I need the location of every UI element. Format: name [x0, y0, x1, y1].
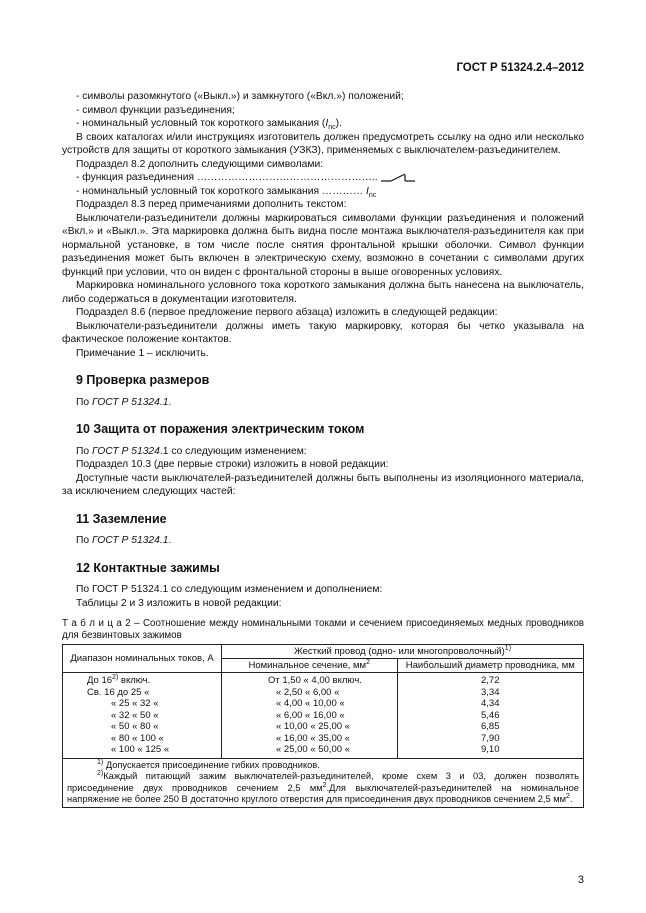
- diameter-cell: 5,46: [481, 709, 500, 721]
- column-ranges: [63, 673, 222, 759]
- list-line-current: - номинальный условный ток короткого замыкания $(I_{nc})$.: [76, 118, 342, 132]
- table-header-group: Жесткий провод (одно- или многопроволочный)$^{1)}$: [222, 645, 584, 659]
- table-header-range: Диапазон номинальных токов, А: [63, 645, 222, 673]
- paragraph-marking: Выключатели-разъединители должны маркироваться символами функции разъединения и положений «Вкл.» и «Выкл.». Эта маркировка должна быть видна после монтажа выключателя-разъединителя как при нормальной установке, в том числе после снятия фронтальной крышки оболочки. Символ функции разъединения может быть включен в электрическую схему, возможно в сочетании с символами других функций при условии, что он виден с фронтальной стороны в выше оговоренных условиях.: [62, 212, 584, 278]
- symbol-line-isolation: - функция разъединения ……………………………………………..: [62, 171, 584, 185]
- range-cell: Св. 16 до 25 «: [87, 686, 150, 698]
- page-number: 3: [577, 874, 584, 886]
- section-cell: От 1,50 « 4,00 включ.: [268, 675, 362, 686]
- section-cell: « 25,00 « 50,00 «: [276, 744, 350, 755]
- table-note-2: $^{2)}$Каждый питающий зажим выключателей-разъединителей, кроме схем 3 и 03, должен позволять присоединение двух проводников сечением 2,5 $мм^2.Для$ выключателей-разъединителей на номинальное напряжение не более 250 В достаточно круглого отверстия для присоединения двух проводников сечением 2,5 $мм^2$.: [67, 769, 579, 804]
- section-cell: « 6,00 « 16,00 «: [276, 709, 345, 721]
- range-cell: « 50 « 80 «: [111, 721, 159, 732]
- section-11-text: По ГОСТ Р 51324.1.: [76, 535, 172, 546]
- range-cell: « 80 « 100 «: [111, 732, 164, 744]
- section-cell: « 16,00 « 35,00 «: [276, 732, 350, 744]
- symbol-line-current: - номинальный условный ток короткого замыкания ………… $I_{nc}$: [76, 185, 377, 199]
- paragraph-note: Примечание 1 – исключить.: [76, 347, 209, 359]
- column-sections: [222, 673, 398, 759]
- section-10-text-2: Подраздел 10.3 (две первые строки) изложить в новой редакции:: [76, 459, 389, 470]
- paragraph-current-marking: Маркировка номинального условного тока короткого замыкания должна быть нанесена на выключатель, либо содержаться в документации изготовителя.: [62, 280, 584, 305]
- section-10-text-3: Доступные части выключателей-разъединителей должны быть выполнены из изоляционного материала, за исключением следующих частей:: [62, 472, 584, 497]
- list-line-isolation: - символ функции разъединения;: [76, 104, 235, 116]
- section-10-text-1: По ГОСТ Р 51324.1 со следующим изменением:: [76, 445, 307, 457]
- section-cell: « 10,00 « 25,00 «: [276, 721, 350, 732]
- paragraph-8-6: Подраздел 8.6 (первое предложение первого абзаца) изложить в следующей редакции:: [76, 307, 498, 318]
- diameter-cell: 9,10: [481, 744, 500, 755]
- range-cell: До 16$^{2)}$ включ.: [87, 673, 151, 686]
- diameter-cell: 6,85: [481, 721, 500, 732]
- table-note-1: $^{1)}$ Допускается присоединение гибких проводников.: [97, 758, 320, 770]
- diameter-cell: 2,72: [481, 675, 500, 686]
- isolation-switch-symbol: [381, 172, 415, 182]
- section-cell: « 2,50 « 6,00 «: [276, 686, 340, 698]
- diameter-cell: 3,34: [481, 686, 500, 698]
- paragraph-contacts: Выключатели-разъединители должны иметь такую маркировку, которая бы четко указывала на фактическое положение контактов.: [62, 320, 584, 345]
- section-cell: « 4,00 « 10,00 «: [276, 698, 345, 709]
- paragraph-8-3: Подраздел 8.3 перед примечаниями дополнить текстом:: [76, 199, 347, 210]
- table-notes: [63, 758, 584, 807]
- heading-section-12: 12 Контактные зажимы: [76, 560, 220, 575]
- table-caption: Т а б л и ц а 2 – Соотношение между номинальными токами и сечением присоединяемых медных проводников для безвинтовых зажимов: [62, 618, 584, 641]
- range-cell: « 32 « 50 «: [111, 709, 159, 721]
- range-cell: « 25 « 32 «: [111, 698, 159, 709]
- range-cell: « 100 « 125 «: [111, 744, 170, 755]
- table-header-diameter: Наибольший диаметр проводника, мм: [397, 659, 584, 673]
- diameter-cell: 7,90: [481, 732, 500, 744]
- section-9-text: По ГОСТ Р 51324.1.: [76, 396, 172, 408]
- heading-section-9: 9 Проверка размеров: [76, 373, 210, 387]
- column-diameters: [397, 673, 584, 759]
- section-12-text-1: По ГОСТ Р 51324.1 со следующим изменением и дополнением:: [76, 584, 383, 595]
- page-body: [62, 90, 584, 808]
- paragraph-catalogs: В своих каталогах и/или инструкциях изготовитель должен предусмотреть ссылку на одно или несколько устройств для защиты от короткого замыкания (УЗКЗ), применяемых с выключателем-разъединителем.: [62, 131, 584, 156]
- list-line-symbols: - символы разомкнутого («Выкл.») и замкнутого («Вкл.») положений;: [76, 91, 404, 102]
- standard-header: ГОСТ Р 51324.2.4–2012: [456, 62, 584, 74]
- paragraph-8-2: Подраздел 8.2 дополнить следующими символами:: [76, 158, 324, 170]
- table-header-section: Номинальное сечение, $мм^2$: [222, 659, 398, 673]
- heading-section-11: 11 Заземление: [76, 511, 167, 526]
- section-12-text-2: Таблицы 2 и 3 изложить в новой редакции:: [76, 597, 282, 609]
- heading-section-10: 10 Защита от поражения электрическим током: [76, 422, 365, 436]
- conductor-table: [62, 644, 584, 808]
- diameter-cell: 4,34: [481, 698, 500, 709]
